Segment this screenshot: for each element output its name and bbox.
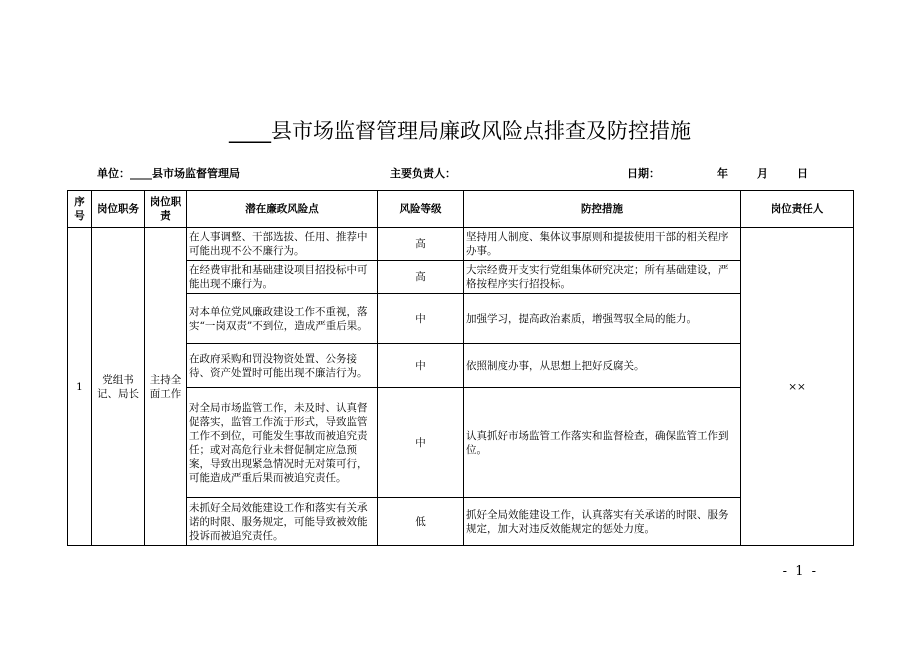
cell-measure: 坚持用人制度、集体议事原则和提拔使用干部的相关程序办事。 (464, 228, 741, 261)
month-label: 月 (757, 167, 768, 180)
cell-risk: 未抓好全局效能建设工作和落实有关承诺的时限、服务规定，可能导致被效能投诉而被追究责任。 (187, 498, 378, 546)
cell-owner: ×× (741, 228, 854, 546)
cell-risk: 在经费审批和基础建设项目招投标中可能出现不廉行为。 (187, 261, 378, 294)
cell-seq: 1 (68, 228, 92, 546)
cell-risk: 在政府采购和罚没物资处置、公务接待、资产处置时可能出现不廉洁行为。 (187, 344, 378, 388)
cell-risk: 在人事调整、干部选拔、任用、推荐中可能出现不公不廉行为。 (187, 228, 378, 261)
year-label: 年 (717, 167, 728, 180)
cell-risk: 对本单位党风廉政建设工作不重视，落实“一岗双责”不到位，造成严重后果。 (187, 294, 378, 344)
cell-level: 低 (378, 498, 464, 546)
header-level: 风险等级 (378, 191, 464, 228)
cell-level: 中 (378, 344, 464, 388)
cell-level: 高 (378, 261, 464, 294)
cell-level: 中 (378, 388, 464, 498)
header-owner: 岗位责任人 (741, 191, 854, 228)
header-measures: 防控措施 (464, 191, 741, 228)
risk-table (67, 190, 854, 546)
header-duty: 岗位职责 (145, 191, 187, 228)
header-position: 岗位职务 (92, 191, 145, 228)
cell-level: 高 (378, 228, 464, 261)
responsible-person-label: 主要负责人： (390, 167, 456, 180)
cell-risk: 对全局市场监管工作，未及时、认真督促落实，监管工作流于形式，导致监管工作不到位，可能发生事故而被追究责任；或对高危行业未督促制定应急预案，导致出现紧急情况时无对策可行，可能造成严重后果而被追究责任。 (187, 388, 378, 498)
header-seq: 序号 (68, 191, 92, 228)
header-risk: 潜在廉政风险点 (187, 191, 378, 228)
table-row (68, 228, 854, 261)
cell-position: 党组书记、局长 (92, 228, 145, 546)
page-title: ____县市场监督管理局廉政风险点排查及防控措施 (229, 119, 691, 143)
date-label: 日期： (627, 167, 660, 180)
unit-label: 单位：____县市场监督管理局 (97, 167, 240, 180)
cell-measure: 加强学习，提高政治素质，增强驾驭全局的能力。 (464, 294, 741, 344)
page-number: - 1 - (782, 564, 818, 579)
cell-level: 中 (378, 294, 464, 344)
cell-measure: 依照制度办事，从思想上把好反腐关。 (464, 344, 741, 388)
day-label: 日 (797, 167, 808, 180)
cell-duty: 主持全面工作 (145, 228, 187, 546)
table-header-row (68, 191, 854, 228)
cell-measure: 抓好全局效能建设工作，认真落实有关承诺的时限、服务规定，加大对违反效能规定的惩处力度。 (464, 498, 741, 546)
cell-measure: 认真抓好市场监管工作落实和监督检查，确保监管工作到位。 (464, 388, 741, 498)
cell-measure: 大宗经费开支实行党组集体研究决定；所有基础建设，严格按程序实行招投标。 (464, 261, 741, 294)
